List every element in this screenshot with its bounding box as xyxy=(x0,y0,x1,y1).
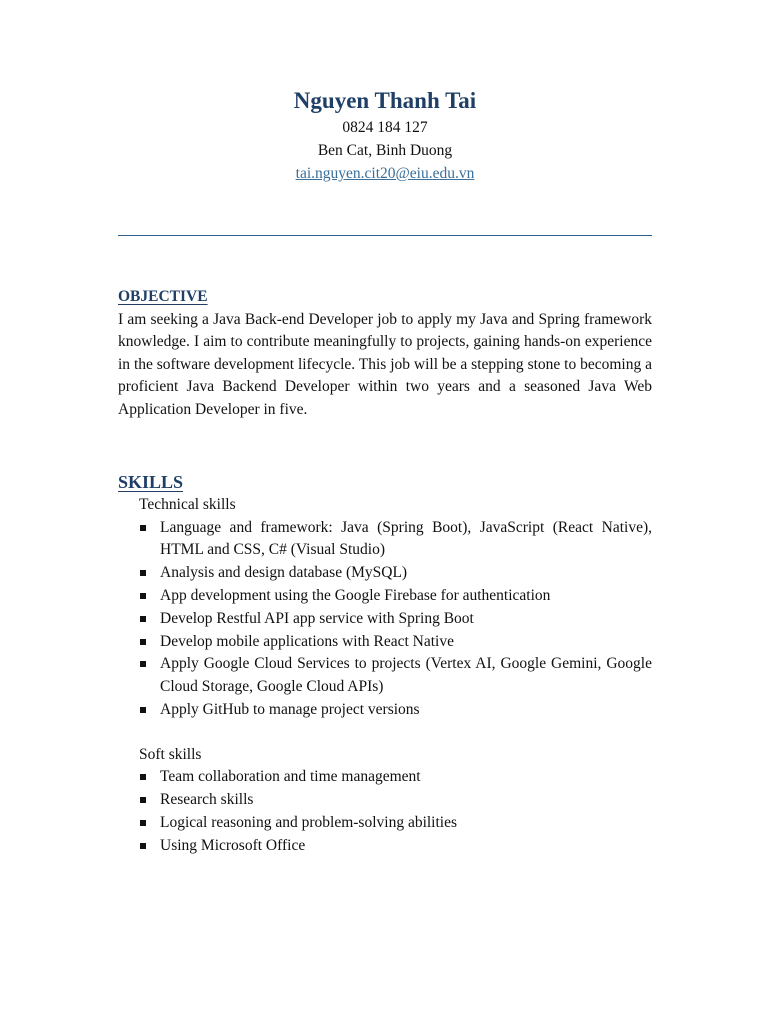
square-bullet-icon xyxy=(140,639,146,645)
phone-number: 0824 184 127 xyxy=(342,119,428,136)
soft-skills-label: Soft skills xyxy=(139,745,202,763)
square-bullet-icon xyxy=(140,820,146,826)
square-bullet-icon xyxy=(140,797,146,803)
skills-section xyxy=(118,470,652,858)
section-spacer xyxy=(118,722,652,744)
address: Ben Cat, Binh Duong xyxy=(317,142,453,159)
square-bullet-icon xyxy=(140,774,146,780)
candidate-name: Nguyen Thanh Tai xyxy=(293,88,477,113)
resume-header xyxy=(118,86,652,185)
list-item: Logical reasoning and problem-solving abilities xyxy=(118,812,652,835)
list-item: Develop Restful API app service with Spring Boot xyxy=(118,608,652,631)
list-item: App development using the Google Firebase for authentication xyxy=(118,585,652,608)
email-link[interactable]: tai.nguyen.cit20@eiu.edu.vn xyxy=(295,165,475,182)
objective-text: I am seeking a Java Back-end Developer job to apply my Java and Spring framework knowledge. I aim to contribute meaningfully to projects, gaining hands-on experience in the software development lifecycle. This job will be a stepping stone to becoming a proficient Java Backend Developer within two years and a seasoned Java Web Application Developer in five. xyxy=(118,310,652,418)
square-bullet-icon xyxy=(140,707,146,713)
list-item: Using Microsoft Office xyxy=(118,835,652,858)
objective-title: OBJECTIVE xyxy=(118,288,208,305)
square-bullet-icon xyxy=(140,843,146,849)
technical-skills-list xyxy=(118,517,652,722)
square-bullet-icon xyxy=(140,661,146,667)
square-bullet-icon xyxy=(140,570,146,576)
square-bullet-icon xyxy=(140,525,146,531)
list-item: Research skills xyxy=(118,789,652,812)
email-line xyxy=(118,162,652,185)
soft-skills-list xyxy=(118,766,652,857)
header-divider xyxy=(118,235,652,236)
list-item: Analysis and design database (MySQL) xyxy=(118,562,652,585)
skills-title: SKILLS xyxy=(118,472,184,492)
objective-section xyxy=(118,286,652,422)
list-item: Apply GitHub to manage project versions xyxy=(118,699,652,722)
square-bullet-icon xyxy=(140,593,146,599)
square-bullet-icon xyxy=(140,616,146,622)
technical-skills-label: Technical skills xyxy=(139,496,236,513)
list-item: Team collaboration and time management xyxy=(118,766,652,789)
list-item: Language and framework: Java (Spring Boot), JavaScript (React Native), HTML and CSS, C# (Visual Studio) xyxy=(118,517,652,563)
list-item: Develop mobile applications with React Native xyxy=(118,631,652,654)
list-item: Apply Google Cloud Services to projects (Vertex AI, Google Gemini, Google Cloud Storage, Google Cloud APIs) xyxy=(118,653,652,699)
